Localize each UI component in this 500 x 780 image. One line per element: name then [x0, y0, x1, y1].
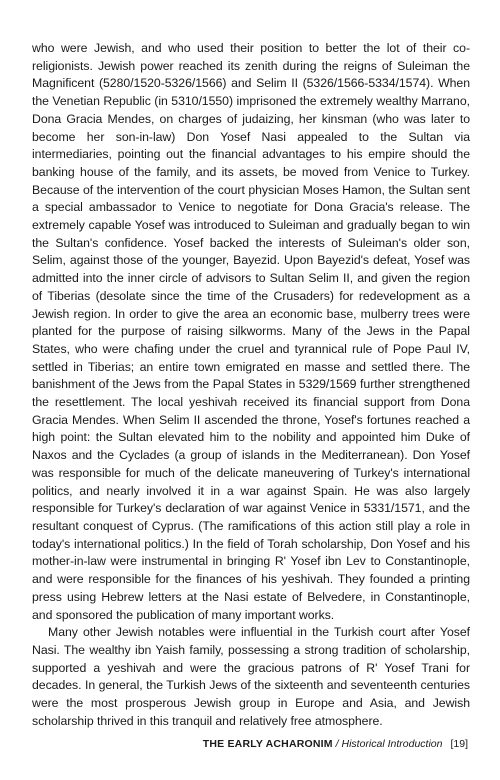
- footer-subtitle: Historical Introduction: [341, 738, 443, 750]
- footer-separator: /: [332, 738, 342, 750]
- footer-section-title: THE EARLY ACHARONIM: [202, 738, 333, 750]
- page-body: [32, 40, 470, 730]
- running-footer: [203, 738, 468, 750]
- page-number: [19]: [450, 738, 468, 750]
- paragraph-2: Many other Jewish notables were influential in the Turkish court after Yosef Nasi. The wealthy ibn Yaish family, possessing a strong tradition of scholarship, supported a yeshivah and were the gracious patrons of R' Yosef Trani for decades. In general, the Turkish Jews of the sixteenth and seventeenth centuries were the most prosperous Jewish group in Europe and Asia, and Jewish scholarship thrived in this tranquil and relatively free atmosphere.: [32, 625, 470, 728]
- paragraph-1: who were Jewish, and who used their position to better the lot of their co-religionists. Jewish power reached its zenith during the reigns of Suleiman the Magnificent (5280/1520-5326/1566) and Selim II (5326/1566-5334/1574). When the Venetian Republic (in 5310/1550) imprisoned the extremely wealthy Marrano, Dona Gracia Mendes, on charges of judaizing, her kinsman (who was later to become her son-in-law) Don Yosef Nasi appealed to the Sultan via intermediaries, pointing out the financial advantages to his empire should the banking house of the family, and its assets, be moved from Venice to Turkey. Because of the intervention of the court physician Moses Hamon, the Sultan sent a special ambassador to Venice to negotiate for Dona Gracia's release. The extremely capable Yosef was introduced to Suleiman and gradually began to win the Sultan's confidence. Yosef backed the interests of Suleiman's older son, Selim, against those of the younger, Bayezid. Upon Bayezid's defeat, Yosef was admitted into the inner circle of advisors to Sultan Selim II, and given the region of Tiberias (desolate since the time of the Crusaders) for redevelopment as a Jewish region. In order to give the area an economic base, mulberry trees were planted for the purpose of raising silkworms. Many of the Jews in the Papal States, who were chafing under the cruel and tyrannical rule of Pope Paul IV, settled in Tiberias; an entire town emigrated en masse and settled there. The banishment of the Jews from the Papal States in 5329/1569 further strengthened the resettlement. The local yeshivah received its financial support from Dona Gracia Mendes. When Selim II ascended the throne, Yosef's fortunes reached a high point: the Sultan elevated him to the nobility and appointed him Duke of Naxos and the Cyclades (a group of islands in the Mediterranean). Don Yosef was responsible for much of the delicate maneuvering of Turkey's international politics, and nearly involved it in a war against Spain. He was also largely responsible for Turkey's declaration of war against Venice in 5331/1571, and the resultant conquest of Cyprus. (The ramifications of this action still play a role in today's international politics.) In the field of Torah scholarship, Don Yosef and his mother-in-law were instrumental in bringing R' Yosef ibn Lev to Constantinople, and were responsible for the finances of his yeshivah. They founded a printing press using Hebrew letters at the Nasi estate of Belvedere, in Constantinople, and sponsored the publication of many important works.: [32, 41, 470, 622]
